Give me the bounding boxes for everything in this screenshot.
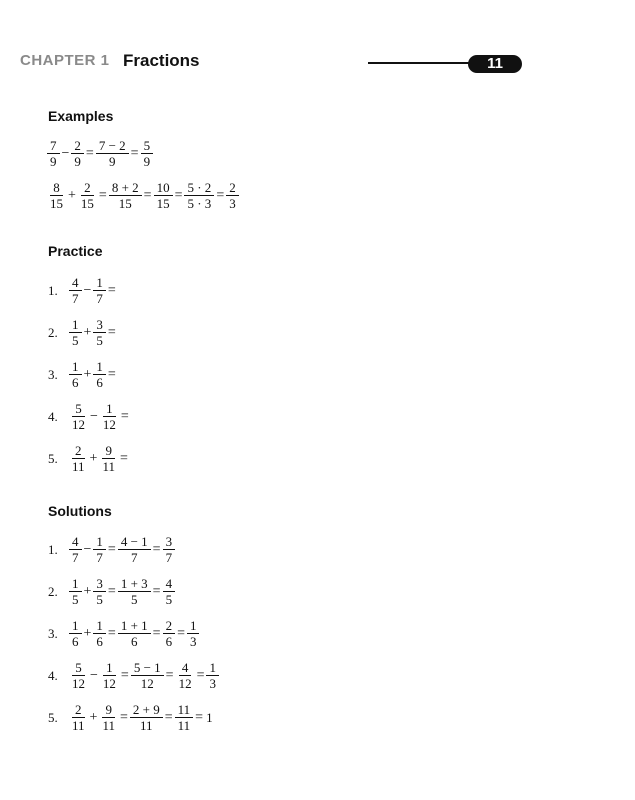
fraction xyxy=(226,180,239,211)
numerator: 2 xyxy=(226,180,239,196)
operator: + xyxy=(83,324,92,340)
practice-item xyxy=(48,443,129,474)
denominator: 7 xyxy=(96,291,103,306)
numerator: 1 + 1 xyxy=(118,618,151,634)
denominator: 12 xyxy=(72,417,85,432)
numerator: 9 xyxy=(102,702,115,718)
practice-item xyxy=(48,317,117,348)
operator: = xyxy=(107,366,116,382)
denominator: 7 xyxy=(165,550,173,565)
numerator: 8 + 2 xyxy=(109,180,142,196)
denominator: 11 xyxy=(140,718,153,733)
denominator: 3 xyxy=(209,676,216,691)
operator: + xyxy=(89,709,98,725)
numerator: 2 xyxy=(72,443,85,459)
fraction xyxy=(130,702,163,733)
practice-item xyxy=(48,401,130,432)
fraction xyxy=(175,702,194,733)
operator: = xyxy=(107,324,116,340)
operator: = xyxy=(107,282,116,298)
operator: + xyxy=(68,187,76,203)
numerator: 2 xyxy=(81,180,94,196)
operator: + xyxy=(83,366,92,382)
numerator: 1 xyxy=(93,275,106,291)
operator: − xyxy=(83,282,92,298)
denominator: 7 xyxy=(130,550,138,565)
denominator: 12 xyxy=(72,676,85,691)
operator: = xyxy=(107,541,116,557)
numerator: 1 xyxy=(69,317,82,333)
numerator: 4 − 1 xyxy=(118,534,151,550)
fraction xyxy=(163,618,176,649)
denominator: 6 xyxy=(72,375,79,390)
example-equation xyxy=(46,138,154,169)
solutions-item xyxy=(48,534,176,565)
item-number: 3. xyxy=(48,625,58,641)
numerator: 2 xyxy=(71,138,84,154)
denominator: 11 xyxy=(102,718,115,733)
denominator: 9 xyxy=(74,154,81,169)
numerator: 5 xyxy=(72,660,85,676)
fraction xyxy=(69,317,82,348)
denominator: 3 xyxy=(229,196,236,211)
fraction xyxy=(118,534,151,565)
chapter-title: Fractions xyxy=(123,51,200,70)
denominator: 5 xyxy=(72,592,79,607)
numerator: 1 xyxy=(93,359,106,375)
fraction xyxy=(69,359,82,390)
denominator: 12 xyxy=(140,676,154,691)
fraction xyxy=(100,401,119,432)
denominator: 11 xyxy=(177,718,191,733)
fraction xyxy=(69,534,82,565)
numerator: 4 xyxy=(163,576,176,592)
operator: = xyxy=(119,709,128,725)
fraction xyxy=(71,138,84,169)
operator: = xyxy=(152,541,161,557)
operator: − xyxy=(90,667,98,683)
fraction xyxy=(99,443,118,474)
page-header xyxy=(20,52,540,74)
operator: + xyxy=(83,625,92,641)
numerator: 1 xyxy=(103,660,116,676)
operator: = xyxy=(85,145,94,161)
denominator: 5 · 3 xyxy=(187,196,212,211)
numerator: 5 − 1 xyxy=(131,660,164,676)
denominator: 9 xyxy=(108,154,116,169)
denominator: 6 xyxy=(96,634,103,649)
operator: = xyxy=(174,187,183,203)
numerator: 3 xyxy=(93,576,106,592)
numerator: 1 xyxy=(69,576,82,592)
numerator: 10 xyxy=(154,180,173,196)
item-number: 4. xyxy=(48,408,58,424)
fraction xyxy=(93,534,106,565)
operator: = xyxy=(98,187,107,203)
numerator: 1 xyxy=(93,618,106,634)
operator: = xyxy=(195,709,204,725)
practice-item xyxy=(48,359,117,390)
denominator: 7 xyxy=(72,291,79,306)
fraction xyxy=(47,180,66,211)
item-number: 2. xyxy=(48,324,58,340)
numerator: 2 + 9 xyxy=(130,702,163,718)
fraction xyxy=(93,576,106,607)
numerator: 11 xyxy=(175,702,194,718)
denominator: 12 xyxy=(102,417,116,432)
item-number: 4. xyxy=(48,667,58,683)
denominator: 15 xyxy=(80,196,94,211)
item-number: 2. xyxy=(48,583,58,599)
practice-heading: Practice xyxy=(48,243,103,259)
fraction xyxy=(69,618,82,649)
numerator: 4 xyxy=(69,275,82,291)
numerator: 2 xyxy=(72,702,85,718)
denominator: 15 xyxy=(156,196,170,211)
denominator: 5 xyxy=(165,592,173,607)
fraction xyxy=(96,138,129,169)
fraction xyxy=(187,618,200,649)
solutions-item xyxy=(48,576,176,607)
operator: = xyxy=(130,145,139,161)
numerator: 1 xyxy=(103,401,116,417)
denominator: 9 xyxy=(143,154,151,169)
fraction xyxy=(69,401,88,432)
numerator: 5 · 2 xyxy=(184,180,214,196)
denominator: 6 xyxy=(165,634,173,649)
fraction xyxy=(206,660,219,691)
fraction xyxy=(163,534,176,565)
operator: = xyxy=(165,667,174,683)
numerator: 1 xyxy=(187,618,200,634)
practice-item xyxy=(48,275,117,306)
denominator: 11 xyxy=(72,718,85,733)
operator: = xyxy=(143,187,152,203)
operator: = xyxy=(177,625,185,641)
denominator: 11 xyxy=(102,459,115,474)
numerator: 1 xyxy=(69,618,82,634)
fraction xyxy=(99,702,118,733)
operator: = xyxy=(120,667,129,683)
fraction xyxy=(93,275,106,306)
numerator: 3 xyxy=(163,534,176,550)
example-equation xyxy=(46,180,240,211)
operator: − xyxy=(90,408,98,424)
whole-number: 1 xyxy=(206,709,213,725)
page-number-badge: 11 xyxy=(468,55,522,73)
fraction xyxy=(100,660,119,691)
denominator: 12 xyxy=(102,676,116,691)
solutions-item xyxy=(48,660,220,691)
fraction xyxy=(47,138,60,169)
operator: = xyxy=(152,583,161,599)
chapter-label: CHAPTER 1 xyxy=(20,52,110,69)
fraction xyxy=(118,576,151,607)
denominator: 7 xyxy=(96,550,103,565)
operator: = xyxy=(107,583,116,599)
item-number: 5. xyxy=(48,709,58,725)
fraction xyxy=(69,443,88,474)
operator: + xyxy=(89,450,98,466)
numerator: 5 xyxy=(141,138,154,154)
fraction xyxy=(154,180,173,211)
fraction xyxy=(69,275,82,306)
fraction xyxy=(109,180,142,211)
numerator: 4 xyxy=(69,534,82,550)
numerator: 3 xyxy=(93,317,106,333)
numerator: 2 xyxy=(163,618,176,634)
denominator: 12 xyxy=(178,676,192,691)
examples-heading: Examples xyxy=(48,108,114,124)
fraction xyxy=(141,138,154,169)
operator: = xyxy=(119,450,128,466)
numerator: 1 xyxy=(93,534,106,550)
numerator: 9 xyxy=(102,443,115,459)
solutions-item xyxy=(48,618,200,649)
fraction xyxy=(69,660,88,691)
operator: − xyxy=(83,541,92,557)
numerator: 4 xyxy=(179,660,192,676)
denominator: 15 xyxy=(50,196,63,211)
item-number: 1. xyxy=(48,282,58,298)
operator: = xyxy=(196,667,205,683)
denominator: 11 xyxy=(72,459,85,474)
solutions-item xyxy=(48,702,215,733)
denominator: 6 xyxy=(130,634,138,649)
denominator: 6 xyxy=(96,375,103,390)
operator: − xyxy=(61,145,70,161)
fraction xyxy=(93,359,106,390)
fraction xyxy=(131,660,164,691)
numerator: 7 − 2 xyxy=(96,138,129,154)
fraction xyxy=(78,180,97,211)
numerator: 1 xyxy=(69,359,82,375)
denominator: 7 xyxy=(72,550,79,565)
item-number: 1. xyxy=(48,541,58,557)
fraction xyxy=(69,702,88,733)
numerator: 5 xyxy=(72,401,85,417)
fraction xyxy=(118,618,151,649)
denominator: 6 xyxy=(72,634,79,649)
denominator: 9 xyxy=(50,154,57,169)
fraction xyxy=(93,618,106,649)
operator: = xyxy=(152,625,161,641)
numerator: 7 xyxy=(47,138,60,154)
numerator: 8 xyxy=(50,180,63,196)
fraction xyxy=(184,180,214,211)
numerator: 1 xyxy=(206,660,219,676)
item-number: 5. xyxy=(48,450,58,466)
operator: = xyxy=(164,709,173,725)
denominator: 5 xyxy=(96,592,103,607)
operator: = xyxy=(107,625,116,641)
fraction xyxy=(176,660,195,691)
denominator: 15 xyxy=(118,196,132,211)
item-number: 3. xyxy=(48,366,58,382)
operator: + xyxy=(83,583,92,599)
numerator: 1 + 3 xyxy=(118,576,151,592)
fraction xyxy=(69,576,82,607)
denominator: 3 xyxy=(189,634,197,649)
solutions-heading: Solutions xyxy=(48,503,112,519)
operator: = xyxy=(216,187,225,203)
denominator: 5 xyxy=(72,333,79,348)
fraction xyxy=(93,317,106,348)
denominator: 5 xyxy=(96,333,103,348)
operator: = xyxy=(120,408,129,424)
denominator: 5 xyxy=(130,592,138,607)
fraction xyxy=(163,576,176,607)
